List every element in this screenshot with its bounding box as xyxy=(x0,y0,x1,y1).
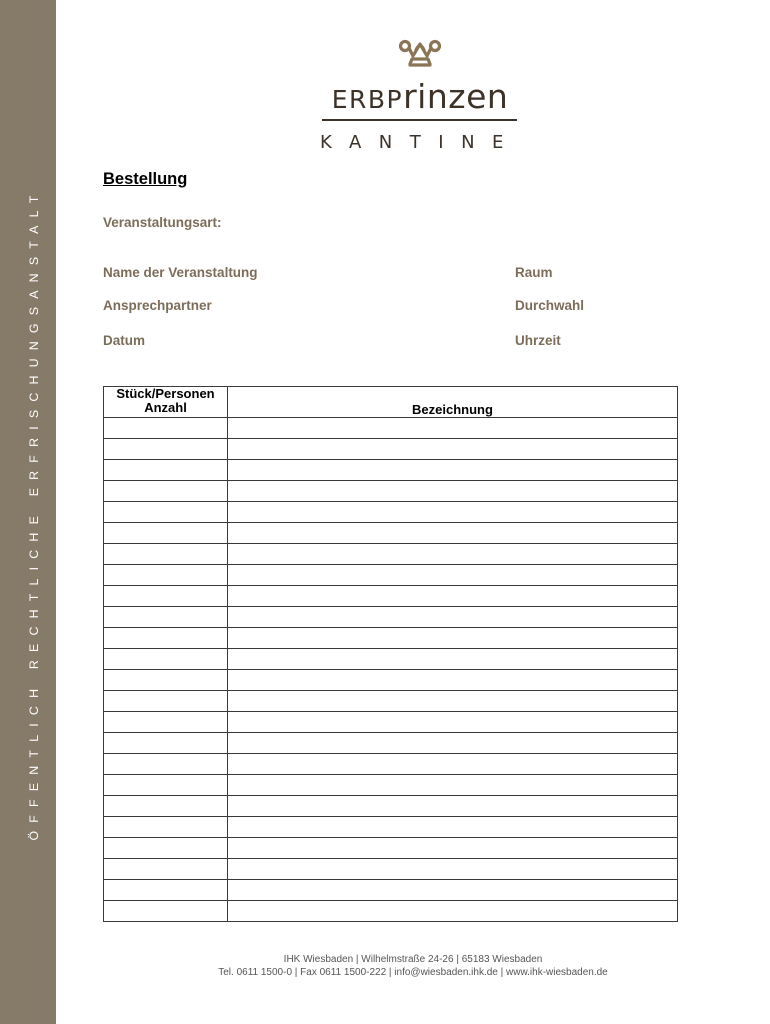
quantity-cell[interactable] xyxy=(104,754,228,775)
table-row xyxy=(104,880,678,901)
description-cell[interactable] xyxy=(228,439,678,460)
table-row xyxy=(104,775,678,796)
brand-rest: rinzen xyxy=(403,77,509,116)
description-cell[interactable] xyxy=(228,880,678,901)
table-row xyxy=(104,670,678,691)
table-row xyxy=(104,439,678,460)
table-row xyxy=(104,565,678,586)
event-name-label: Name der Veranstaltung xyxy=(103,265,258,280)
table-row xyxy=(104,796,678,817)
description-cell[interactable] xyxy=(228,691,678,712)
crown-icon xyxy=(398,38,442,68)
quantity-cell[interactable] xyxy=(104,649,228,670)
brand-name xyxy=(320,79,520,118)
quantity-cell[interactable] xyxy=(104,481,228,502)
description-cell[interactable] xyxy=(228,796,678,817)
header-quantity-line2: Anzahl xyxy=(144,400,187,415)
quantity-cell[interactable] xyxy=(104,901,228,922)
header-description: Bezeichnung xyxy=(228,387,678,418)
description-cell[interactable] xyxy=(228,460,678,481)
header-quantity-line1: Stück/Personen xyxy=(116,386,215,401)
quantity-cell[interactable] xyxy=(104,586,228,607)
order-table xyxy=(103,386,678,922)
table-row xyxy=(104,754,678,775)
quantity-cell[interactable] xyxy=(104,418,228,439)
table-row xyxy=(104,544,678,565)
quantity-cell[interactable] xyxy=(104,817,228,838)
description-cell[interactable] xyxy=(228,628,678,649)
description-cell[interactable] xyxy=(228,523,678,544)
quantity-cell[interactable] xyxy=(104,712,228,733)
table-row xyxy=(104,628,678,649)
table-row xyxy=(104,838,678,859)
table-row xyxy=(104,817,678,838)
quantity-cell[interactable] xyxy=(104,439,228,460)
description-cell[interactable] xyxy=(228,859,678,880)
table-row xyxy=(104,502,678,523)
brand-rule xyxy=(322,119,517,121)
quantity-cell[interactable] xyxy=(104,733,228,754)
table-row xyxy=(104,418,678,439)
quantity-cell[interactable] xyxy=(104,859,228,880)
description-cell[interactable] xyxy=(228,565,678,586)
description-cell[interactable] xyxy=(228,649,678,670)
table-row xyxy=(104,523,678,544)
table-row xyxy=(104,460,678,481)
description-cell[interactable] xyxy=(228,733,678,754)
quantity-cell[interactable] xyxy=(104,544,228,565)
event-type-label: Veranstaltungsart: xyxy=(103,215,222,230)
quantity-cell[interactable] xyxy=(104,607,228,628)
quantity-cell[interactable] xyxy=(104,691,228,712)
description-cell[interactable] xyxy=(228,838,678,859)
description-cell[interactable] xyxy=(228,901,678,922)
header-quantity xyxy=(104,387,228,418)
description-cell[interactable] xyxy=(228,607,678,628)
table-row xyxy=(104,691,678,712)
footer-contact: Tel. 0611 1500-0 | Fax 0611 1500-222 | info@wiesbaden.ihk.de | www.ihk-wiesbaden.de xyxy=(218,967,608,978)
brand-subtitle: KANTINE xyxy=(320,132,521,153)
sidebar xyxy=(0,0,56,1024)
quantity-cell[interactable] xyxy=(104,838,228,859)
quantity-cell[interactable] xyxy=(104,628,228,649)
quantity-cell[interactable] xyxy=(104,565,228,586)
quantity-cell[interactable] xyxy=(104,523,228,544)
table-row xyxy=(104,859,678,880)
table-row xyxy=(104,586,678,607)
room-label: Raum xyxy=(515,265,553,280)
brand-caps: ERBP xyxy=(331,85,404,114)
table-row xyxy=(104,901,678,922)
quantity-cell[interactable] xyxy=(104,796,228,817)
description-cell[interactable] xyxy=(228,817,678,838)
table-row xyxy=(104,733,678,754)
description-cell[interactable] xyxy=(228,712,678,733)
quantity-cell[interactable] xyxy=(104,502,228,523)
table-row xyxy=(104,481,678,502)
description-cell[interactable] xyxy=(228,418,678,439)
description-cell[interactable] xyxy=(228,544,678,565)
quantity-cell[interactable] xyxy=(104,880,228,901)
form-title: Bestellung xyxy=(103,170,188,188)
footer-address: IHK Wiesbaden | Wilhelmstraße 24-26 | 65183 Wiesbaden xyxy=(283,954,543,965)
quantity-cell[interactable] xyxy=(104,775,228,796)
description-cell[interactable] xyxy=(228,670,678,691)
table-row xyxy=(104,607,678,628)
extension-label: Durchwahl xyxy=(515,298,585,313)
contact-label: Ansprechpartner xyxy=(103,298,212,313)
description-cell[interactable] xyxy=(228,775,678,796)
description-cell[interactable] xyxy=(228,502,678,523)
description-cell[interactable] xyxy=(228,481,678,502)
table-row xyxy=(104,649,678,670)
sidebar-text: ÖFFENTLICH RECHTLICHE ERFRISCHUNGSANSTALT xyxy=(27,187,41,841)
description-cell[interactable] xyxy=(228,586,678,607)
date-label: Datum xyxy=(103,333,146,348)
quantity-cell[interactable] xyxy=(104,460,228,481)
table-header-row xyxy=(104,387,678,418)
description-cell[interactable] xyxy=(228,754,678,775)
quantity-cell[interactable] xyxy=(104,670,228,691)
table-row xyxy=(104,712,678,733)
time-label: Uhrzeit xyxy=(515,333,561,348)
